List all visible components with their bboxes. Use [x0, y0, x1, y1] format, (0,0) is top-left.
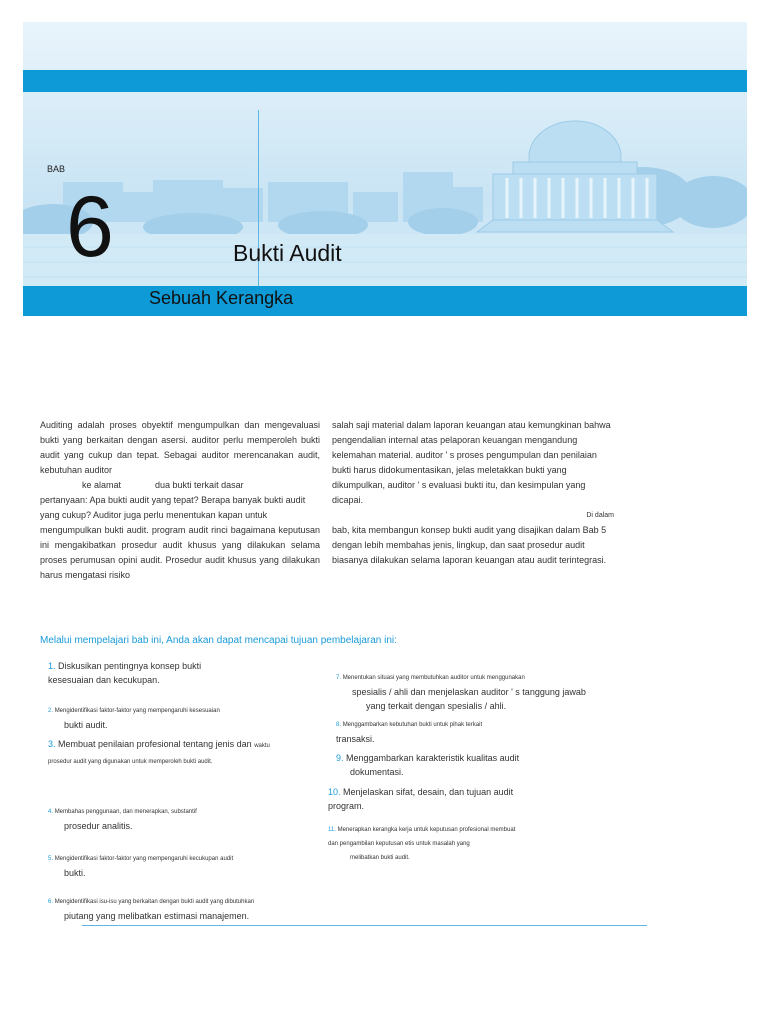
objective-number: 4. [48, 809, 54, 815]
objective-text: bukti. [64, 868, 86, 878]
intro-fragment: ke alamat [82, 480, 122, 490]
objective-number: 1. [48, 661, 56, 671]
objective-number: 10. [328, 787, 341, 797]
intro-paragraph: mengumpulkan bukti audit. program audit rinci bagaimana keputusan ini mengakibatkan prosedur audit khusus yang dilakukan selama proses perumusan opini audit. Prosedur audit khusus yang dilakukan harus mengatasi risiko [40, 525, 320, 580]
objective-item-2 [48, 702, 220, 732]
objective-number: 8. [336, 722, 342, 728]
objective-text: yang terkait dengan spesialis / ahli. [366, 701, 507, 711]
objective-text: Mengidentifikasi faktor-faktor yang mempengaruhi kecukupan audit [54, 856, 234, 862]
objective-number: 7. [336, 675, 342, 681]
objective-number: 3. [48, 739, 56, 749]
chapter-label: BAB [47, 164, 66, 174]
intro-paragraph: pertanyaan: Apa bukti audit yang tepat? Berapa banyak bukti audit yang cukup? Auditor juga perlu menentukan kapan untuk [40, 495, 306, 520]
objective-text: Menerapkan kerangka kerja untuk keputusan profesional membuat [337, 827, 516, 833]
objective-text: spesialis / ahli dan menjelaskan auditor ' s tanggung jawab [352, 687, 586, 697]
objective-number: 6. [48, 899, 54, 905]
intro-fragment: dua bukti terkait dasar [155, 480, 244, 490]
objective-item-4 [48, 803, 197, 833]
objective-text: Menentukan situasi yang membutuhkan auditor untuk menggunakan [342, 675, 525, 681]
objective-number: 2. [48, 708, 54, 714]
objective-text: waktu [254, 743, 270, 749]
objective-number: 9. [336, 753, 344, 763]
objective-text: Menjelaskan sifat, desain, dan tujuan audit [343, 787, 514, 797]
intro-paragraph [40, 478, 320, 493]
objective-number: 5. [48, 856, 54, 862]
chapter-banner [23, 22, 747, 316]
objective-item-5 [48, 850, 233, 880]
objective-text: kesesuaian dan kecukupan. [48, 675, 160, 685]
objective-text: Membahas penggunaan, dan menerapkan, substantif [54, 809, 197, 815]
intro-paragraph: bab, kita membangun konsep bukti audit yang disajikan dalam Bab 5 dengan lebih membahas jenis, lingkup, dan saat prosedur audit biasanya dilakukan selama laporan keuangan atau audit terintegrasi. [332, 525, 607, 565]
objective-text: Membuat penilaian profesional tentang jenis dan [58, 739, 252, 749]
objective-item-9 [336, 751, 519, 779]
intro-left-column [40, 418, 320, 583]
objective-text: bukti audit. [64, 720, 108, 730]
objective-text: program. [328, 801, 365, 811]
objective-item-1 [48, 659, 201, 687]
objective-text: prosedur audit yang digunakan untuk memperoleh bukti audit. [48, 759, 213, 765]
objective-text: transaksi. [336, 734, 375, 744]
objective-text: Diskusikan pentingnya konsep bukti [58, 661, 202, 671]
chapter-number: 6 [66, 179, 114, 275]
objective-item-3 [48, 737, 270, 769]
objective-item-8 [336, 716, 482, 746]
objective-text: melibatkan bukti audit. [350, 855, 410, 861]
objective-text: Mengidentifikasi faktor-faktor yang mempengaruhi kesesuaian [54, 708, 220, 714]
objective-text: Mengidentifikasi isu-isu yang berkaitan dengan bukti audit yang dibutuhkan [54, 899, 255, 905]
banner-top-stripe [23, 70, 747, 92]
objective-text: prosedur analitis. [64, 821, 133, 831]
objective-item-7 [336, 669, 586, 713]
intro-paragraph: salah saji material dalam laporan keuangan atau kemungkinan bahwa pengendalian internal atas pelaporan keuangan mengandung kelemahan material. auditor ' s proses pengumpulan dan penilaian bukti harus didokumentasikan, jelas meletakkan bukti yang dikumpulkan, auditor ' s evaluasi bukti itu, dan kesimpulan yang dicapai. [332, 420, 611, 505]
banner-bottom-stripe [23, 286, 747, 316]
objective-number: 11. [328, 827, 336, 833]
intro-paragraph-lead: Di dalam [586, 512, 614, 519]
objective-text: piutang yang melibatkan estimasi manajemen. [64, 911, 250, 921]
chapter-subtitle: Sebuah Kerangka [149, 288, 294, 308]
chapter-title: Bukti Audit [233, 240, 342, 266]
objectives-heading: Melalui mempelajari bab ini, Anda akan dapat mencapai tujuan pembelajaran ini: [40, 635, 397, 646]
objective-item-6 [48, 893, 254, 923]
objective-item-10 [328, 785, 513, 813]
intro-right-column [332, 418, 614, 568]
objective-text: dan pengambilan keputusan etis untuk masalah yang [328, 841, 470, 847]
skyline-illustration [23, 22, 747, 316]
intro-paragraph: Auditing adalah proses obyektif mengumpulkan dan mengevaluasi bukti yang berkaitan dengan asersi. auditor perlu memperoleh bukti audit yang cukup dan tepat. Sebagai auditor merencanakan audit, kebutuhan auditor [40, 420, 320, 475]
objective-item-11 [328, 823, 515, 865]
bottom-divider [82, 925, 647, 926]
objective-text: dokumentasi. [350, 767, 404, 777]
objective-text: Menggambarkan kebutuhan bukti untuk pihak terkait [342, 722, 483, 728]
objective-text: Menggambarkan karakteristik kualitas audit [346, 753, 520, 763]
